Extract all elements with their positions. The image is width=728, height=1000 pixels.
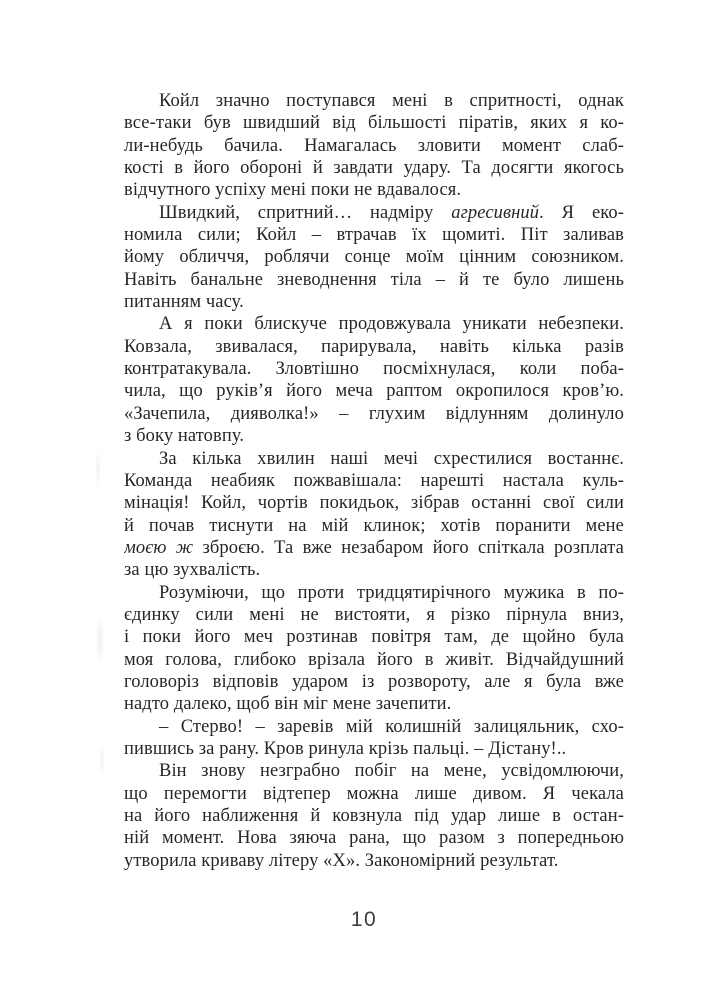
text-line: відчутного успіху мені поки не вдавалося. <box>124 180 462 201</box>
text-line: «Зачепила, дияволка!» – глухим відлунням долинуло <box>124 403 624 424</box>
text-line: чила, що руків’я його меча раптом окропилося кров’ю. <box>124 381 624 402</box>
text-line: і поки його меч розтинав повітря там, де щойно була <box>124 627 624 648</box>
text-line: мінація! Койл, чортів покидьок, зібрав останні свої сили <box>124 493 624 514</box>
text-line: все-таки був швидший від більшості піратів, яких я ко- <box>124 113 624 134</box>
text-line: ній момент. Нова зяюча рана, що разом з попередньою <box>124 828 624 849</box>
text-line: єдинку сили мені не вистояти, я різко пірнула вниз, <box>124 604 624 625</box>
text-line: за цю зухвалість. <box>124 560 261 581</box>
text-line: Навіть банальне зневоднення тіла – й те було лишень <box>124 269 624 290</box>
text-line: пившись за рану. Кров ринула крізь пальці. – Дістану!.. <box>124 738 567 759</box>
page-number: 10 <box>350 908 378 931</box>
text-line: йому обличчя, роблячи сонце моїм цінним союзником. <box>124 247 624 268</box>
text-line: з боку натовпу. <box>124 426 245 447</box>
text-line: Команда неабияк пожвавішала: нарешті настала куль- <box>124 470 624 491</box>
text-line: номила сили; Койл – втрачав їх щомиті. Піт заливав <box>124 225 624 246</box>
page-text <box>124 90 624 872</box>
text-line: Койл значно поступався мені в спритності, однак <box>159 91 624 111</box>
text-line: Він знову незграбно побіг на мене, усвідомлюючи, <box>159 761 624 782</box>
text-line: моя голова, глибоко врізала його в живіт. Відчайдушний <box>124 649 624 670</box>
text-line: що перемогти відтепер можна лише дивом. Я чекала <box>124 783 624 804</box>
text-line: на його наближення й ковзнула під удар лише в остан- <box>124 806 624 826</box>
text-line: ли-небудь бачила. Намагалась зловити момент слаб- <box>124 135 624 156</box>
text-line: питанням часу. <box>124 292 244 313</box>
text-line: – Стерво! – заревів мій колишній залицяльник, схо- <box>159 716 624 737</box>
text-line: А я поки блискуче продовжувала уникати небезпеки. <box>159 314 624 335</box>
text-line: Ковзала, звивалася, парирувала, навіть кілька разів <box>124 336 624 357</box>
text-line: кості в його обороні й завдати удару. Та досягти якогось <box>124 158 624 179</box>
text-line: За кілька хвилин наші мечі схрестилися востаннє. <box>159 448 624 469</box>
text-line: й почав тиснути на мій клинок; хотів поранити мене <box>124 515 624 536</box>
text-line: Швидкий, спритний… надміру агресивний. Я еко- <box>159 202 624 223</box>
text-line: контратакувала. Зловтішно посміхнулася, коли поба- <box>124 359 624 380</box>
text-line: головоріз відповів ударом із розвороту, але я була вже <box>124 671 624 692</box>
text-line: утворила криваву літеру «Х». Закономірний результат. <box>124 850 559 871</box>
text-line: Розуміючи, що проти тридцятирічного мужика в по- <box>159 582 624 603</box>
text-line: надто далеко, щоб він міг мене зачепити. <box>124 694 452 715</box>
text-line: моєю ж зброєю. Та вже незабаром його спіткала розплата <box>124 537 624 558</box>
